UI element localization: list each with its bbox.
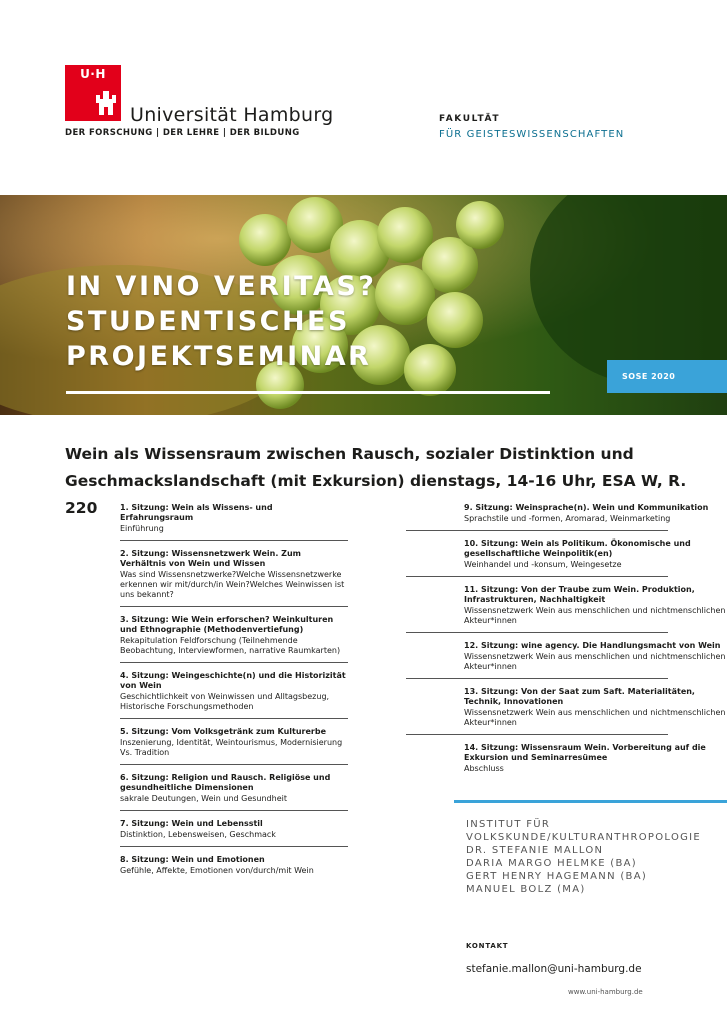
session-item	[120, 819, 348, 847]
accent-rule	[454, 800, 727, 803]
institute-line: DR. STEFANIE MALLON	[466, 845, 604, 856]
session-title: 8. Sitzung: Wein und Emotionen	[120, 855, 265, 864]
session-description: Einführung	[120, 524, 164, 533]
session-divider	[406, 632, 668, 633]
session-item	[464, 585, 726, 633]
contact-email[interactable]: stefanie.mallon@uni-hamburg.de	[466, 963, 642, 975]
session-divider	[406, 678, 668, 679]
hero-banner	[0, 195, 727, 415]
university-name: Universität Hamburg	[130, 104, 334, 126]
institute-line: GERT HENRY HAGEMANN (BA)	[466, 871, 648, 882]
session-description: Wissensnetzwerk Wein aus menschlichen und nichtmenschlichen Akteur*innen	[464, 708, 726, 727]
session-item	[464, 687, 726, 735]
session-description: Wissensnetzwerk Wein aus menschlichen und nichtmenschlichen Akteur*innen	[464, 652, 726, 671]
session-title: 7. Sitzung: Wein und Lebensstil	[120, 819, 263, 828]
university-logo	[65, 65, 121, 121]
session-description: Inszenierung, Identität, Weintourismus, Modernisierung Vs. Tradition	[120, 738, 343, 757]
faculty-label: FAKULTÄT	[439, 114, 501, 124]
title-line-1: IN VINO VERITAS?	[66, 271, 377, 302]
session-title: 9. Sitzung: Weinsprache(n). Wein und Kommunikation	[464, 503, 709, 512]
session-title: 13. Sitzung: Von der Saat zum Saft. Materialitäten, Technik, Innovationen	[464, 687, 695, 706]
institute-line: VOLKSKUNDE/KULTURANTHROPOLOGIE	[466, 832, 702, 843]
semester-badge	[607, 360, 727, 393]
session-description: Weinhandel und -konsum, Weingesetze	[464, 560, 622, 569]
session-item	[120, 549, 348, 607]
session-description: Gefühle, Affekte, Emotionen von/durch/mit Wein	[120, 866, 314, 875]
session-title: 11. Sitzung: Von der Traube zum Wein. Produktion, Infrastrukturen, Nachhaltigkeit	[464, 585, 695, 604]
session-description: Rekapitulation Feldforschung (Teilnehmende Beobachtung, Interviewformen, narrative Raumkarten)	[120, 636, 341, 655]
session-title: 14. Sitzung: Wissensraum Wein. Vorbereitung auf die Exkursion und Seminarresümee	[464, 743, 706, 762]
contact-label: KONTAKT	[466, 942, 509, 950]
session-description: Sprachstile und -formen, Aromarad, Weinmarketing	[464, 514, 671, 523]
session-item	[120, 855, 348, 882]
session-title: 10. Sitzung: Wein als Politikum. Ökonomische und gesellschaftliche Weinpolitik(en)	[464, 539, 691, 558]
session-item	[464, 503, 726, 531]
session-item	[120, 671, 348, 719]
session-item	[464, 539, 726, 577]
session-description: sakrale Deutungen, Wein und Gesundheit	[120, 794, 287, 803]
session-title: 12. Sitzung: wine agency. Die Handlungsmacht von Wein	[464, 641, 721, 650]
faculty-name: FÜR GEISTESWISSENSCHAFTEN	[439, 129, 625, 140]
castle-icon	[95, 85, 117, 117]
website-link[interactable]: www.uni-hamburg.de	[568, 988, 643, 996]
session-description: Was sind Wissensnetzwerke?Welche Wissensnetzwerke erkennen wir mit/durch/in Wein?Welches Weinwissen ist uns bekannt?	[120, 570, 345, 599]
session-title: 4. Sitzung: Weingeschichte(n) und die Historizität von Wein	[120, 671, 346, 690]
institute-line: INSTITUT FÜR	[466, 819, 551, 830]
session-divider	[406, 734, 668, 735]
seminar-title	[66, 269, 376, 374]
session-item	[464, 743, 726, 781]
session-title: 3. Sitzung: Wie Wein erforschen? Weinkulturen und Ethnographie (Methodenvertiefung)	[120, 615, 334, 634]
title-line-3: PROJEKTSEMINAR	[66, 341, 372, 372]
session-title: 1. Sitzung: Wein als Wissens- und Erfahrungsraum	[120, 503, 273, 522]
semester-label: SOSE 2020	[622, 372, 676, 381]
session-description: Geschichtlichkeit von Weinwissen und Alltagsbezug, Historische Forschungsmethoden	[120, 692, 330, 711]
session-item	[464, 641, 726, 679]
session-divider	[406, 576, 668, 577]
sessions-left-column	[120, 503, 348, 890]
session-item	[120, 503, 348, 541]
session-title: 5. Sitzung: Vom Volksgetränk zum Kulturerbe	[120, 727, 326, 736]
institute-block	[466, 818, 701, 896]
university-tagline: DER FORSCHUNG | DER LEHRE | DER BILDUNG	[65, 128, 300, 138]
session-title: 2. Sitzung: Wissensnetzwerk Wein. Zum Verhältnis von Wein und Wissen	[120, 549, 301, 568]
session-item	[120, 727, 348, 765]
session-description: Distinktion, Lebensweisen, Geschmack	[120, 830, 276, 839]
seminar-headline: Wein als Wissensraum zwischen Rausch, sozialer Distinktion und Geschmackslandschaft (mit Exkursion) dienstags, 14-16 Uhr, ESA W, R. 220	[65, 445, 687, 517]
session-item	[120, 773, 348, 811]
title-rule	[66, 391, 550, 394]
session-title: 6. Sitzung: Religion und Rausch. Religiöse und gesundheitliche Dimensionen	[120, 773, 331, 792]
logo-text: U·H	[80, 67, 106, 81]
institute-line: DARIA MARGO HELMKE (BA)	[466, 858, 637, 869]
session-description: Wissensnetzwerk Wein aus menschlichen und nichtmenschlichen Akteur*innen	[464, 606, 726, 625]
sessions-right-column	[464, 503, 726, 789]
title-line-2: STUDENTISCHES	[66, 306, 350, 337]
institute-line: MANUEL BOLZ (MA)	[466, 884, 586, 895]
session-item	[120, 615, 348, 663]
session-description: Abschluss	[464, 764, 504, 773]
session-divider	[406, 530, 668, 531]
